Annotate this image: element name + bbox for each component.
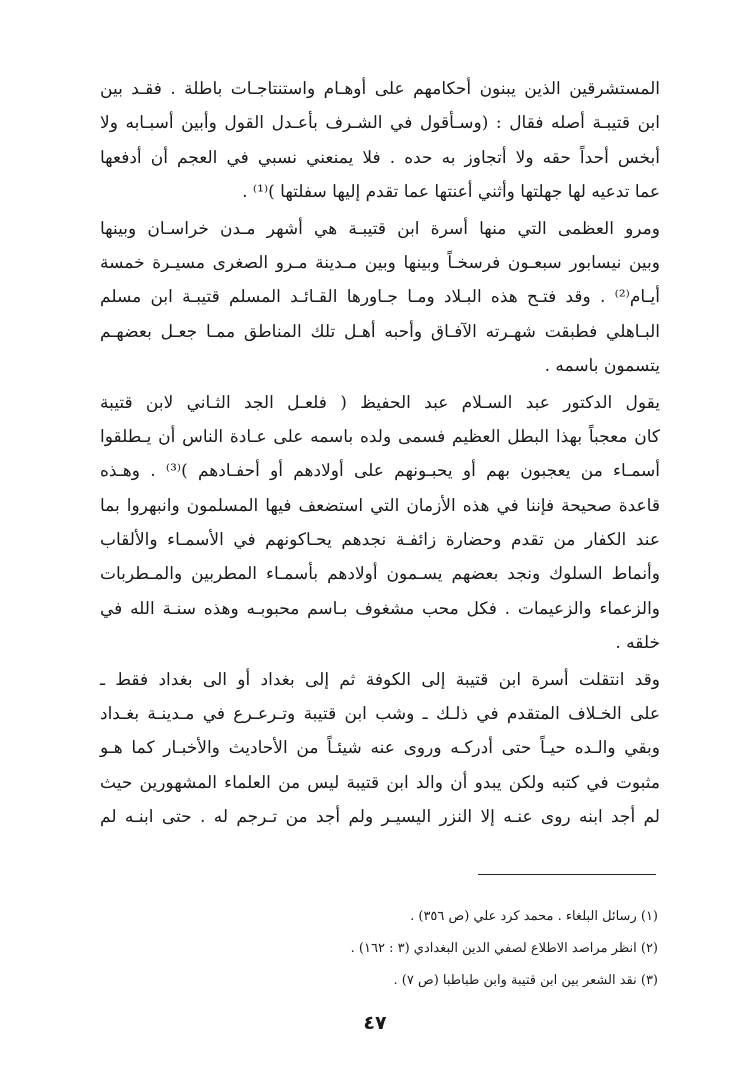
text-line: عما تدعيه لها جهلتها وأثني أعنتها عما تقدم إليها سفلتها )⁽¹⁾ . bbox=[242, 182, 660, 203]
footnote: (٣) نقد الشعر بين ابن قتيبة وابن طباطبا (ص ٧) . bbox=[393, 973, 658, 988]
text-line: يتسمون باسمه . bbox=[544, 356, 660, 377]
text-line: وقد انتقلت أسرة ابن قتيبة إلى الكوفة ثم إلى بغداد أو الى بغداد فقط ـ bbox=[100, 669, 660, 690]
text-line: البـاهلي فطبقت شهـرته الآفـاق وأحبه أهـل تلك المناطق ممـا جعـل بعضهـم bbox=[100, 321, 660, 342]
footnote: (٢) انظر مراصد الاطلاع لصفي الدين البغدادي (٣ : ١٦٢) . bbox=[350, 941, 658, 956]
text-line: وبين نيسابور سبعـون فرسخـاً وبينها وبين مـدينة مـرو الصغرى مسيـرة خمسة bbox=[100, 252, 660, 273]
text-line: وأنماط السلوك ونجد بعضهم يسـمون أولادهم بأسمـاء المطربين والمـطربات bbox=[100, 564, 660, 585]
text-line: كان معجباً بهذا البطل العظيم فسمى ولده باسمه على عـادة الناس أن يـطلقوا bbox=[100, 426, 660, 447]
text-line: عند الكفار من تقدم وحضارة زائفـة نجدهم يحـاكونهم في الأسمـاء والألقاب bbox=[100, 530, 660, 551]
text-line: المستشرقين الذين يبنون أحكامهم على أوهـام واستنتاجـات باطلة . فقـد بين bbox=[100, 79, 660, 99]
text-line: مثبوت في كتبه ولكن يبدو أن والد ابن قتيبة ليس من العلماء المشهورين حيث bbox=[100, 772, 660, 793]
body-text bbox=[100, 72, 660, 835]
text-line: قاعدة صحيحة فإننا في هذه الأزمان التي استضعف فيها المسلمون وانبهروا بما bbox=[100, 495, 660, 516]
text-line: وبقي والـده حيـاً حتى أدركـه وروى عنه شيئـاً من الأحاديث والأخبـار كما هـو bbox=[100, 738, 660, 759]
text-line: ابن قتيبـة أصله فقال : (وسـأقول في الشـرف بأعـدل القول وأبين أسبـابه ولا bbox=[100, 113, 660, 134]
footnotes bbox=[250, 901, 658, 997]
text-line: لم أجد ابنه روى عنـه إلا النزر اليسيـر ولم أجد من تـرجم له . حتى ابنـه لم bbox=[100, 807, 660, 828]
footnote-divider bbox=[478, 874, 656, 875]
text-line: خلقه . bbox=[615, 633, 660, 654]
text-line: والزعماء والزعيمات . فكل محب مشغوف بـاسم محبوبـه وهذه سنـة الله في bbox=[100, 598, 660, 619]
text-line: أبخس أحداً حقه ولا أتجاوز به حده . فلا يمنعني نسبي في العجم أن أدفعها bbox=[100, 147, 660, 168]
text-line: ومرو العظمى التي منها أسرة ابن قتيبـة هي أشهر مـدن خراسـان وبينها bbox=[100, 218, 660, 239]
page-number: ٤٧ bbox=[363, 1012, 387, 1034]
text-line: يقول الدكتور عبد السـلام عبد الحفيظ ( فلعـل الجد الثـاني لابن قتيبة bbox=[100, 392, 660, 413]
text-line: أسمـاء من يعجبون بهم أو يحبـونهم على أولادهم أو أحفـادهم )⁽³⁾ . وهـذه bbox=[100, 461, 660, 482]
text-line: أيـام⁽²⁾ . وقد فتـح هذه البـلاد ومـا جـاورها القـائـد المسلم قتيبـة ابن مسلم bbox=[100, 287, 660, 308]
text-line: على الخـلاف المتقدم في ذلـك ـ وشب ابن قتيبة وتـرعـرع في مـدينـة بغـداد bbox=[100, 704, 660, 725]
footnote: (١) رسائل البلغاء . محمد كرد علي (ص ٣٥٦) . bbox=[410, 909, 658, 924]
